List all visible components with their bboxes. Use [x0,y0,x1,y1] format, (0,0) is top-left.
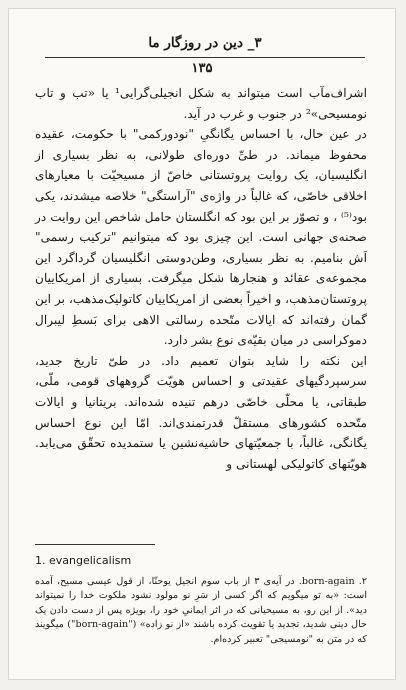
footnote-rule [35,544,155,545]
running-title: ۳_ دین در روزگار ما [148,35,262,51]
footnote-2: ۲. born-again. در آیه‌ی ۳ از باب سوم انجیل یوحنّا، از قول عیسی مسیح، آمده است: «به تو میگویم که اگر کسی از سَرِ نو مولود نشود ملکوت خدا را نمیتواند دید». از این رو، به مسیحیانی که در اثر ایمانیِ خود را، بویژه پس از دست دادن یک حال دینی شدید، تجدید یا تقویت کرده باشند «از نو زاده» ("born-again") میگویند که در متن به "نومسیحی" تعبیر کرده‌ام. [35,576,368,645]
paragraph-3: این نکته را شاید بتوان تعمیم داد. در طیّ تاریخ جدید، سرسپردگیهای عقیدتی و احساس هویّت گروههای قومی، ملّی، طبقاتی، یا محلّی خاصّی درهم تنیده شده‌اند. بریتانیا و ایالات متّحده کشورهای مستقلّ قدرتمندی‌اند. امّا این نوع احساس یگانگی، غالباً، با جمعیّتهای حاشیه‌نشین یا ستمدیده تحقّق می‌یابد. هویّتهای کاتولیکی لهستانی و [35,353,367,471]
footnote-1: 1. evangelicalism [35,554,132,567]
paragraph-2: در عین حال، با احساس یگانگیِ "نودورکمی" با حکومت، عقیده محفوظ میماند. در طیِّ دوره‌ای طولانی، به نظر بسیاری از انگلیسیان، یک روایت پروتستانی خاصّ از مسیحیّت با معیارهای اخلاقی خاصّی، که غالباً در واژه‌ی "آراستگی" خلاصه میشدند، یکی بود⁽⁵⁾ ، و تصوّر بر این بود که انگلستان حامل شاخص این روایت در صحنه‌ی جهانی است. این چیزی بود که میتوانیم "ترکیب رسمی" اَش بنامیم. به نظر بسیاری، وطن‌دوستی انگلیسیان گرداگرد این مجموعه‌ی عقائد و هنجارها شکل میگرفت. بسیاری از امریکاییان پروتستان‌مذهب، و اخیراً بعضی از امریکاییان کاتولیک‌مذهب، بر این گمان رفته‌اند که ایالات متّحده رسالتی الاهی برای بَسطِ لیبرال دموکراسی در میان بقیّه‌ی نوع بشر دارد. [35,127,367,348]
book-page [8,8,396,680]
header-rule [45,57,365,58]
paragraph-1: اشراف‌مآب است میتواند به شکل انجیلی‌گرایی¹ یا «تب و تاب نومسیحی»² در جنوب و غرب در آید. [35,86,367,121]
page-number: ۱۳۵ [191,61,213,76]
body-text [35,83,367,474]
